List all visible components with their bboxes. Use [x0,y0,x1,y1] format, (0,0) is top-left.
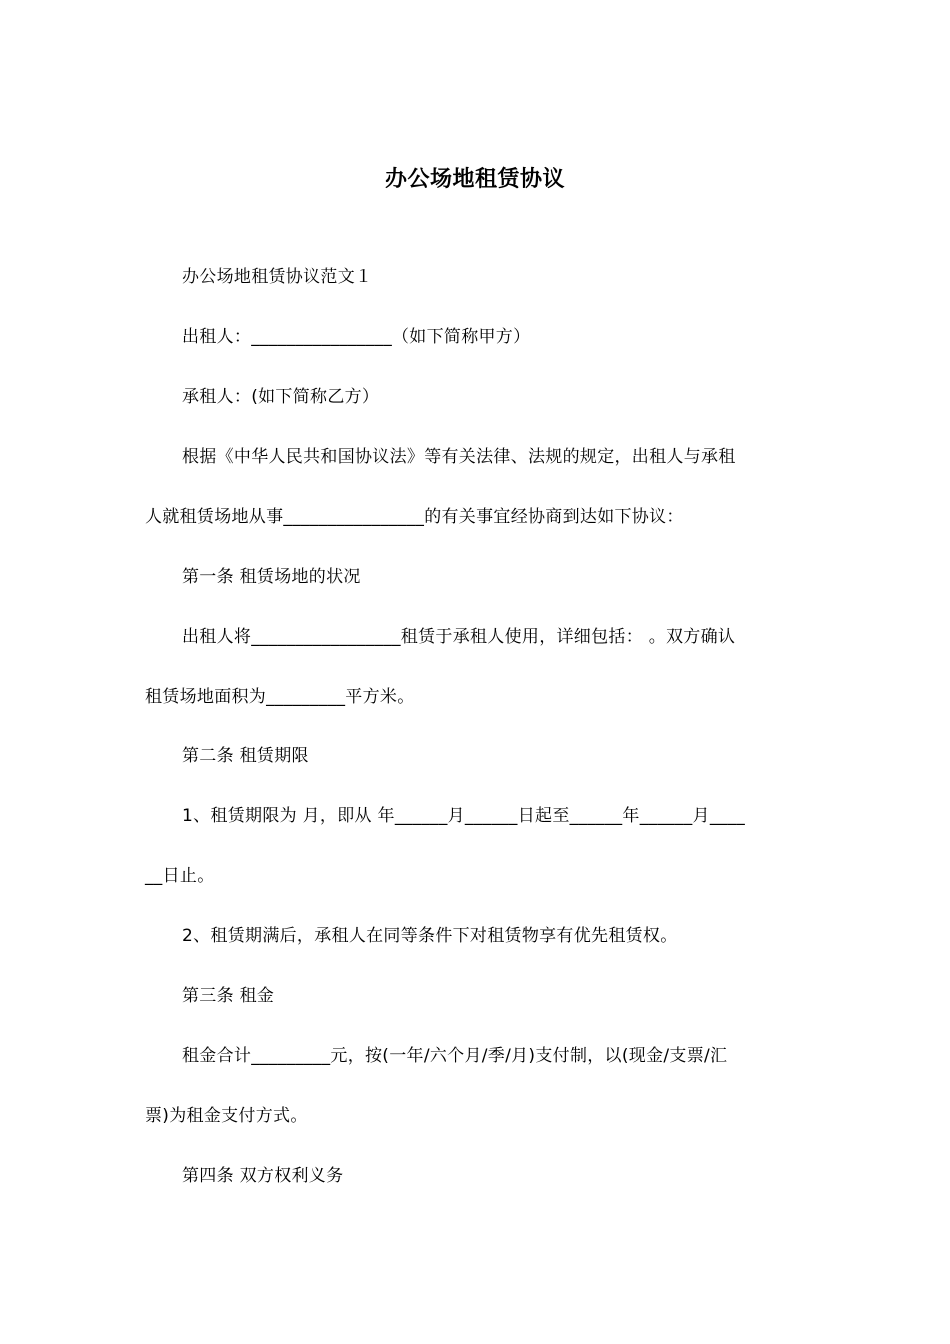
section-heading-article-3: 第三条 租金 [182,986,275,1006]
section-heading-article-2: 第二条 租赁期限 [182,746,309,766]
paragraph-renewal-priority: 2、租赁期满后，承租人在同等条件下对租赁物享有优先租赁权。 [182,926,678,946]
paragraph-rent-line-1: 租金合计_________元，按(一年/六个月/季/月)支付制，以(现金/支票/汇 [182,1046,728,1066]
section-heading-article-1: 第一条 租赁场地的状况 [182,567,361,587]
paragraph-lessee: 承租人：(如下简称乙方） [182,387,380,407]
paragraph-lessor: 出租人：________________（如下简称甲方） [182,327,531,347]
document-title: 办公场地租赁协议 [384,166,565,192]
paragraph-preamble-line-1: 根据《中华人民共和国协议法》等有关法律、法规的规定，出租人与承租 [182,447,736,467]
paragraph-term-line-2: __日止。 [145,866,215,886]
paragraph-article-1-line-1: 出租人将_________________租赁于承租人使用，详细包括： 。双方确认 [182,627,736,647]
paragraph-article-1-line-2: 租赁场地面积为_________平方米。 [145,687,415,707]
paragraph-term-line-1: 1、租赁期限为 月，即从 年______月______日起至______年______月____ [182,806,746,826]
section-heading-article-4: 第四条 双方权利义务 [182,1166,344,1186]
paragraph-rent-line-2: 票)为租金支付方式。 [145,1106,308,1126]
paragraph-preamble-line-2: 人就租赁场地从事________________的有关事宜经协商到达如下协议： [145,507,684,527]
paragraph-sample-heading: 办公场地租赁协议范文１ [182,267,373,287]
